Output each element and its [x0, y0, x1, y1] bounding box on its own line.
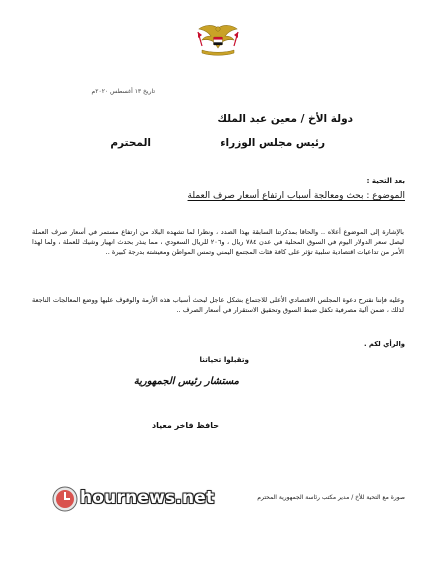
yemen-eagle-emblem-icon	[196, 22, 240, 58]
closing-line: وتقبلوا تحياتنا	[199, 355, 249, 364]
hournews-logo-icon	[52, 486, 78, 512]
body-paragraph-2: وعليه فإننا نقترح دعوة المجلس الاقتصادي الأعلى للاجتماع بشكل عاجل لبحث أسباب هذه الأزمة والوقوف عليها ووضع المعالجات الناجعة لذلك ، ضمن آلية مصرفية تكفل ضبط السوق وتحقيق الاستقرار في أسعار الصرف ..	[32, 296, 404, 314]
letter-date: تاريخ ١٣ أغسطس ٢٠٢٠م	[91, 88, 155, 95]
signature-title: مستشار رئيس الجمهورية	[133, 376, 239, 387]
body-paragraph-1: بالإشارة إلى الموضوع أعلاه .. والحاقا بمذكرتنا السابقة بهذا الصدد ، ونظرا لما تشهده البلاد من ارتفاع مستمر في أسعار صرف العملة ليصل سعر الدولار اليوم في السوق المحلية في عدن ٧٨٤ ريال ، و٢٠٦ للريال السعودي ، مما ينذر بحدث انهيار وشيك للعملة ، ولما لهذا الأمر من تداعيات اقتصادية سلبية تؤثر على كافة فئات المجتمع اليمني وتمس المواطن ومعيشته بدرجة كبيرة ..	[32, 228, 404, 256]
body-paragraph-3: والرأي لكم .	[363, 340, 405, 348]
subject-line: الموضوع : بحث ومعالجة أسباب ارتفاع أسعار صرف العملة	[187, 191, 405, 201]
signature-name: حافظ فاخر معياد	[152, 421, 219, 430]
addressee-name: دولة الأخ / معين عبد الملك	[217, 113, 353, 125]
footer-cc: صورة مع التحية للأخ / مدير مكتب رئاسة الجمهورية المحترم	[257, 494, 405, 501]
addressee-honorific: المحترم	[110, 137, 151, 149]
addressee-position: رئيس مجلس الوزراء	[220, 137, 325, 149]
greeting: بعد التحية :	[366, 177, 405, 185]
watermark-text: hournews.net	[80, 488, 215, 508]
